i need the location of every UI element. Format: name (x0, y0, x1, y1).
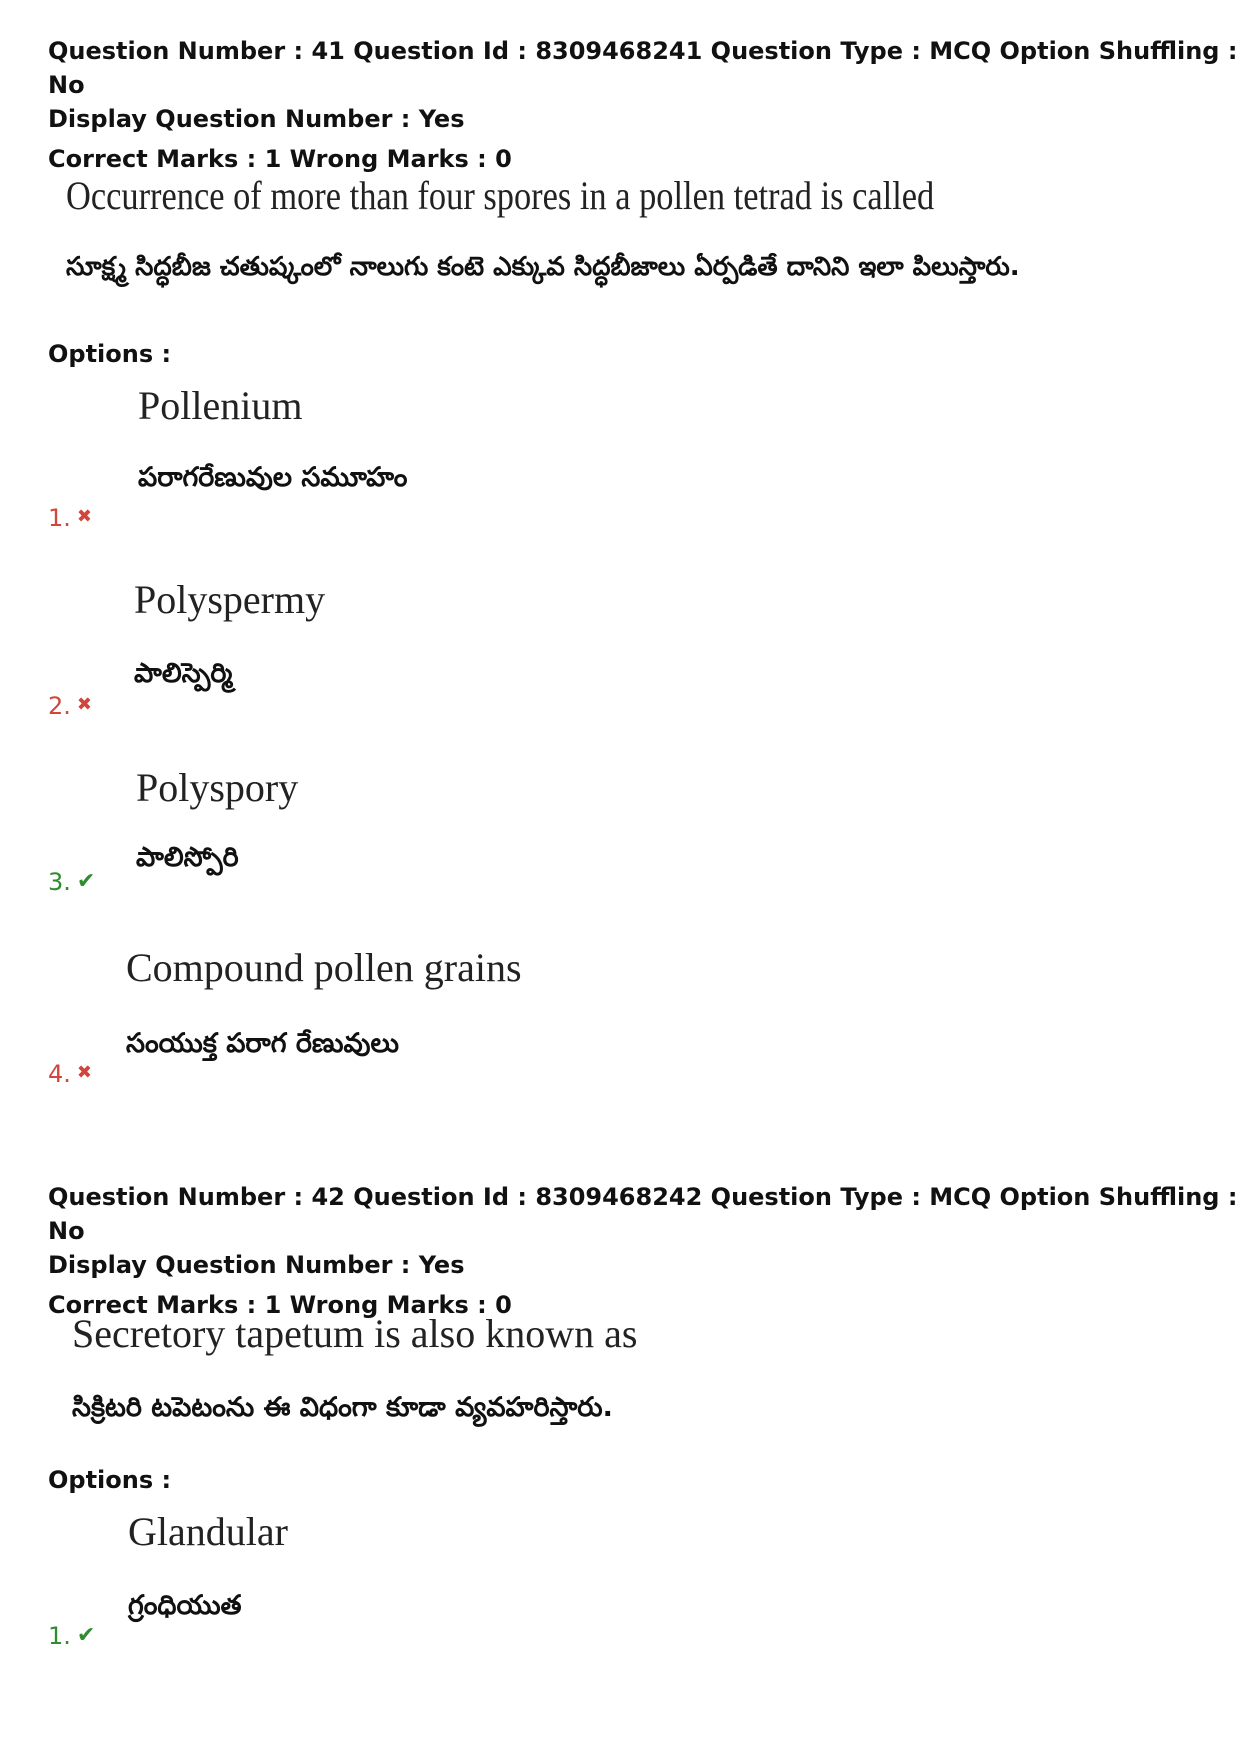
option-number: 1. (48, 504, 71, 532)
question-meta-line: Display Question Number : Yes (48, 105, 465, 133)
option-text-telugu: పాలిస్పోరి (136, 842, 239, 873)
marks-line: Correct Marks : 1 Wrong Marks : 0 (48, 145, 512, 173)
check-icon: ✔ (76, 869, 96, 894)
option-text-english: Compound pollen grains (126, 945, 522, 990)
option-2-number (48, 692, 92, 720)
option-number: 2. (48, 692, 71, 720)
option-1-number (48, 1622, 95, 1650)
question-text-telugu: సిక్రిటరి టపెటంను ఈ విధంగా కూడా వ్యవహరిస్తారు. (72, 1392, 613, 1423)
option-text-telugu: పరాగరేణువుల సమూహం (138, 462, 408, 493)
option-1-number (48, 504, 92, 532)
marks-line: Correct Marks : 1 Wrong Marks : 0 (48, 1291, 512, 1319)
cross-icon: ✖ (76, 694, 92, 715)
question-text-telugu: సూక్ష్మ సిద్ధబీజ చతుష్కంలో నాలుగు కంటె ఎక్కువ సిద్ధబీజాలు ఏర్పడితే దానిని ఇలా పిలుస్తారు. (66, 252, 1020, 282)
options-label: Options : (48, 340, 172, 368)
options-label: Options : (48, 1466, 172, 1494)
option-number: 1. (48, 1622, 71, 1650)
question-41-header (48, 34, 1240, 176)
cross-icon: ✖ (76, 506, 92, 527)
option-text-english: Polyspory (136, 765, 299, 810)
option-text-telugu: గ్రంధియుత (128, 1590, 242, 1621)
option-3-number (48, 868, 95, 896)
option-text-english: Polyspermy (134, 577, 326, 622)
question-meta-line: Question Number : 41 Question Id : 8309468241 Question Type : MCQ Option Shuffling : No (48, 37, 1238, 99)
option-text-telugu: సంయుక్త పరాగ రేణువులు (126, 1028, 399, 1059)
check-icon: ✔ (76, 1623, 96, 1648)
question-meta-line: Question Number : 42 Question Id : 8309468242 Question Type : MCQ Option Shuffling : No (48, 1183, 1238, 1245)
option-text-telugu: పాలిస్పెర్మి (134, 658, 233, 689)
option-number: 3. (48, 868, 71, 896)
option-text-english: Glandular (128, 1509, 288, 1554)
question-text-english: Occurrence of more than four spores in a pollen tetrad is called (66, 173, 935, 218)
question-meta-line: Display Question Number : Yes (48, 1251, 465, 1279)
cross-icon: ✖ (76, 1062, 92, 1083)
question-42-header (48, 1180, 1240, 1322)
question-text-english: Secretory tapetum is also known as (72, 1311, 638, 1356)
option-number: 4. (48, 1060, 71, 1088)
option-text-english: Pollenium (138, 383, 303, 428)
option-4-number (48, 1060, 92, 1088)
